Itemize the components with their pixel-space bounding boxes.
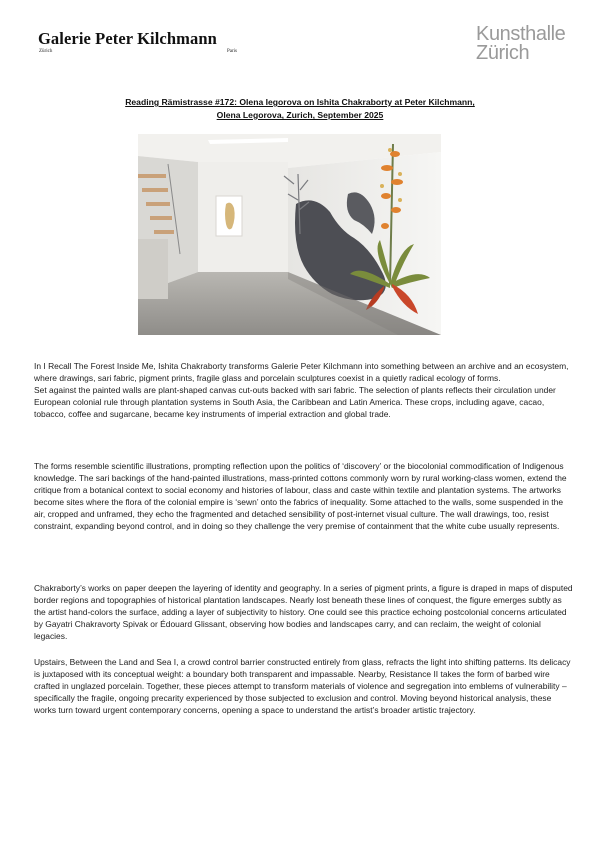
article-title-line2: Olena Legorova, Zurich, September 2025: [216, 110, 384, 120]
body-section-4: [34, 656, 574, 716]
paragraph-1: In I Recall The Forest Inside Me, Ishita Chakraborty transforms Galerie Peter Kilchmann into something between an archive and an ecosystem, where drawings, sari fabric, pigment prints, fragile glass and porcelain sculptures coexist in a quietly radical ecology of forms.: [34, 361, 569, 383]
paragraph-5: Upstairs, Between the Land and Sea I, a crowd control barrier constructed entirely from glass, refracts the light into shifting patterns. Its delicacy is juxtaposed with its conceptual weight: a boundary both transparent and impassable. Nearby, Resistance II takes the form of barbed wire crafted in unglazed porcelain. Together, these pieces attempt to transform materials of violence and segregation into emblems of vulnerability – specifically the fragile, ongoing precarity experienced by those subjected to exclusion and control. Moving beyond historical analysis, these works turn toward urgent contemporary concerns, opening a space to understand the artist’s broader artistic trajectory.: [34, 657, 571, 715]
installation-photo: [138, 134, 441, 335]
gallery-city-paris: Paris: [227, 49, 237, 54]
article-title: [20, 96, 580, 122]
article-title-line1: Reading Rämistrasse #172: Olena Iegorova on Ishita Chakraborty at Peter Kilchmann,: [125, 97, 475, 107]
gallery-cities: [38, 49, 238, 57]
kunsthalle-logo-line1: Kunsthalle: [476, 23, 566, 45]
gallery-logo: [38, 30, 238, 57]
kunsthalle-logo-line2: Zürich: [476, 42, 530, 64]
body-section-1: [34, 360, 574, 420]
body-section-2: [34, 460, 574, 532]
gallery-name: Galerie Peter Kilchmann: [38, 29, 217, 48]
paragraph-3: The forms resemble scientific illustrations, prompting reflection upon the politics of ‘discovery’ or the biocolonial commodification of Indigenous knowledge. The sari backings of the hand-painted illustrations, mass-printed cottons commonly worn by rural working-class women, extend the critique from a botanical context to social economy and histories of labour, class and caste within textile and plantation systems. The artworks become sites where the flora of the colonial empire is ‘sewn’ onto the fabrics of inequality. Some attached to the walls, some suspended in the air, cropped and unframed, they echo the fragmented and detached sensibility of post-internet visual culture. The wall drawings, too, resist constraint, expanding beyond control, and in doing so they challenge the very premise of containment that the white cube usually represents.: [34, 461, 567, 531]
paragraph-4: Chakraborty’s works on paper deepen the layering of identity and geography. In a series of pigment prints, a figure is draped in maps of disputed border regions and topographies of historical plantation landscapes. Nearly lost beneath these lines of conquest, the figure emerges subtly as the artist hand-colors the surface, adding a layer of subjectivity to history. One could see this practice echoing postcolonial concerns articulated by Gayatri Chakravorty Spivak or Édouard Glissant, observing how bodies and landscapes carry, and can reclaim, the weight of colonial legacies.: [34, 583, 573, 641]
body-section-3: [34, 582, 574, 642]
paragraph-2: Set against the painted walls are plant-shaped canvas cut-outs backed with sari fabric. The selection of plants reflects their circulation under European colonial rule through plantation systems in South Asia, the Caribbean and Latin America. These crops, including agave, cacao, tobacco, coffee and sugarcane, became key instruments of imperial extraction and global trade.: [34, 385, 556, 419]
kunsthalle-logo: [476, 25, 586, 63]
gallery-city-zurich: Zürich: [39, 49, 53, 54]
